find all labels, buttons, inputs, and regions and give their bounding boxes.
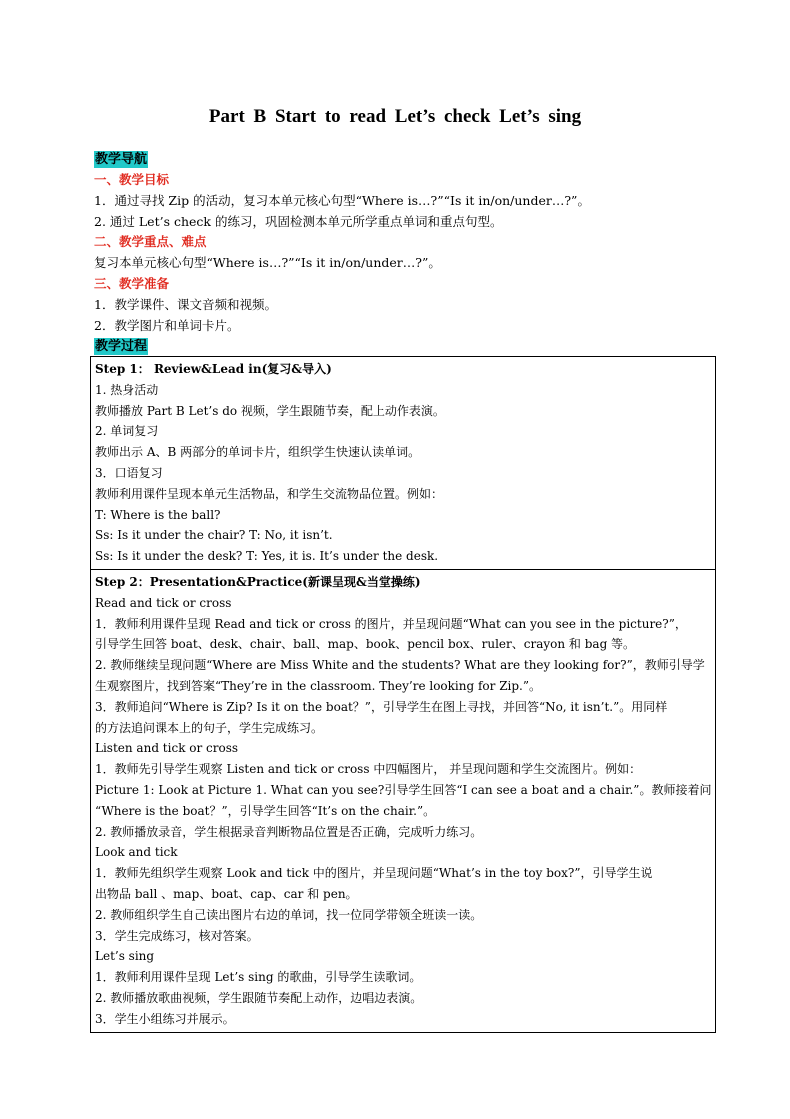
- step2-line: 的方法追问课本上的句子，学生完成练习。: [95, 720, 324, 735]
- nav-label: 教学导航: [95, 152, 148, 167]
- step2-line: Look and tick: [95, 845, 178, 860]
- process-label: 教学过程: [95, 339, 148, 354]
- step1-cell: [91, 357, 716, 570]
- step2-line: 1．教师利用课件呈现 Let’s sing 的歌曲，引导学生读歌词。: [95, 970, 422, 985]
- step1-line: 教师出示 A、B 两部分的单词卡片，组织学生快速认读单词。: [95, 445, 421, 460]
- step2-header: Step 2：Presentation&Practice(新课呈现&当堂操练): [95, 574, 421, 589]
- process-label-wrap: [94, 337, 148, 355]
- step2-line: 引导学生回答 boat、desk、chair、ball、map、book、pencil box、ruler、crayon 和 bag 等。: [95, 637, 636, 652]
- page-title: Part B Start to read Let’s check Let’s sing: [208, 106, 582, 127]
- step2-line: 2. 教师组织学生自己读出图片右边的单词，找一位同学带领全班读一读。: [95, 907, 483, 922]
- process-table: [90, 356, 716, 1033]
- section3-line-1: 1．教学课件、课文音频和视频。: [94, 297, 277, 312]
- section3-line-2: 2．教学图片和单词卡片。: [94, 318, 240, 333]
- step1-line: Ss: Is it under the desk? T: Yes, it is. It’s under the desk.: [95, 549, 439, 564]
- step2-line: 1．教师利用课件呈现 Read and tick or cross 的图片，并呈现问题“What can you see in the picture?”，: [95, 616, 687, 631]
- step1-row: [91, 357, 716, 570]
- step1-line: Ss: Is it under the chair? T: No, it isn’t.: [95, 528, 333, 543]
- section3-heading: 三、教学准备: [94, 276, 170, 291]
- section1-line-2: 2. 通过 Let’s check 的练习，巩固检测本单元所学重点单词和重点句型。: [94, 214, 503, 229]
- step2-row: [91, 569, 716, 1032]
- section1-line-1: 1．通过寻找 Zip 的活动，复习本单元核心句型“Where is…?”“Is it in/on/under…?”。: [94, 193, 590, 208]
- step2-line: Listen and tick or cross: [95, 741, 239, 756]
- step2-line: 3．学生小组练习并展示。: [95, 1011, 235, 1026]
- step1-line: 2. 单词复习: [95, 424, 159, 439]
- section2-line-1: 复习本单元核心句型“Where is…?”“Is it in/on/under…?”。: [94, 255, 441, 270]
- step1-line: T: Where is the ball?: [95, 507, 221, 522]
- step2-line: 3．教师追问“Where is Zip? Is it on the boat？”，引导学生在图上寻找，并回答“No, it isn’t.”。用同样: [95, 699, 668, 714]
- step2-line: 3．学生完成练习，核对答案。: [95, 928, 259, 943]
- step2-line: 1．教师先引导学生观察 Listen and tick or cross 中四幅图片， 并呈现问题和学生交流图片。例如：: [95, 762, 642, 777]
- step2-line: Picture 1: Look at Picture 1. What can you see?引导学生回答“I can see a boat and a chair.”。教师接着问: [95, 782, 712, 797]
- nav-label-wrap: [94, 150, 148, 168]
- step1-line: 3．口语复习: [95, 465, 163, 480]
- section1-heading: 一、教学目标: [94, 172, 170, 187]
- step2-line: 2. 教师继续呈现问题“Where are Miss White and the students? What are they looking for?”，教师引导学: [95, 658, 705, 673]
- step2-cell: [91, 569, 716, 1032]
- step1-line: 教师播放 Part B Let’s do 视频，学生跟随节奏，配上动作表演。: [95, 403, 445, 418]
- step2-line: 2. 教师播放歌曲视频，学生跟随节奏配上动作，边唱边表演。: [95, 990, 423, 1005]
- section2-heading: 二、教学重点、难点: [94, 234, 207, 249]
- step2-line: 出物品 ball 、map、boat、cap、car 和 pen。: [95, 886, 358, 901]
- step2-line: 1．教师先组织学生观察 Look and tick 中的图片，并呈现问题“What’s in the toy box?”，引导学生说: [95, 866, 653, 881]
- step2-line: 2. 教师播放录音，学生根据录音判断物品位置是否正确，完成听力练习。: [95, 824, 483, 839]
- step1-line: 1. 热身活动: [95, 382, 159, 397]
- step2-line: Read and tick or cross: [95, 595, 232, 610]
- step1-line: 教师利用课件呈现本单元生活物品，和学生交流物品位置。例如：: [95, 486, 444, 501]
- step2-line: 生观察图片，找到答案“They’re in the classroom. They’re looking for Zip.”。: [95, 678, 542, 693]
- step2-line: “Where is the boat？”，引导学生回答“It’s on the chair.”。: [95, 803, 436, 818]
- step2-line: Let’s sing: [95, 949, 155, 964]
- step1-header: Step 1： Review&Lead in(复习&导入): [95, 362, 332, 376]
